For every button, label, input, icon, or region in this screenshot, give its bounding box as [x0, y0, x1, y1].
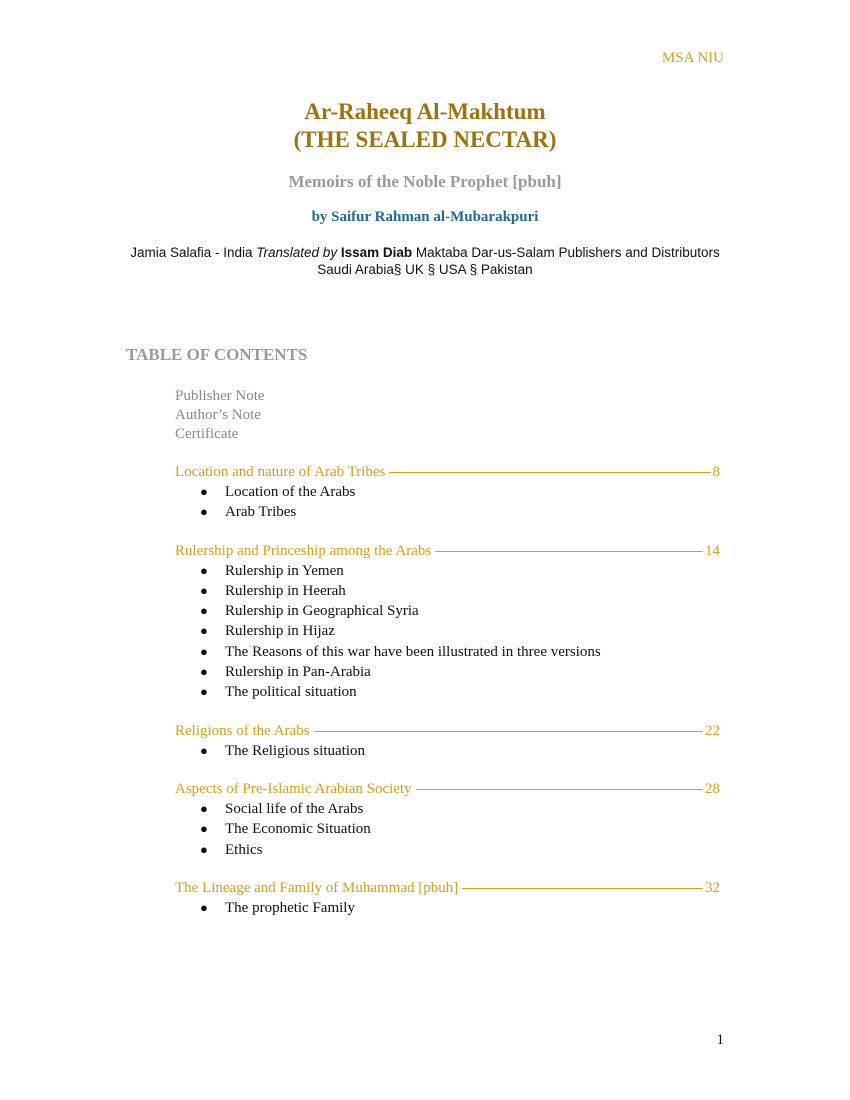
toc-subitems — [175, 741, 720, 761]
bullet-icon: ● — [200, 821, 208, 837]
toc-heading: TABLE OF CONTENTS — [126, 345, 308, 364]
toc-subitems — [175, 799, 720, 860]
list-item[interactable] — [175, 601, 720, 621]
list-item[interactable] — [175, 682, 720, 702]
bullet-icon: ● — [200, 742, 208, 758]
list-item[interactable] — [175, 819, 720, 839]
list-item[interactable] — [175, 642, 720, 662]
bullet-icon: ● — [200, 684, 208, 700]
list-item-label: Ethics — [225, 841, 263, 858]
list-item-label: Arab Tribes — [225, 504, 297, 521]
book-author: by Saifur Rahman al-Mubarakpuri — [311, 209, 539, 225]
bullet-icon: ● — [200, 603, 208, 619]
toc-section — [175, 721, 720, 761]
toc-entry-title: Aspects of Pre-Islamic Arabian Society — [175, 780, 412, 797]
list-item-label: Rulership in Geographical Syria — [225, 603, 419, 620]
list-item-label: The Religious situation — [225, 742, 365, 759]
book-title-english: (THE SEALED NECTAR) — [293, 127, 557, 152]
book-title: Ar-Raheeq Al-Makhtum — [304, 99, 546, 124]
toc-entry-title: Location and nature of Arab Tribes — [175, 464, 386, 480]
list-item[interactable] — [175, 898, 720, 918]
list-item[interactable] — [175, 741, 720, 761]
toc-entry-page: 32 — [705, 879, 720, 896]
toc-entry-page: 8 — [712, 464, 720, 480]
header-label: MSA NIU — [661, 50, 724, 66]
publisher-part1: Jamia Salafia - India — [130, 245, 257, 260]
list-item-label: Rulership in Heerah — [225, 582, 346, 599]
bullet-icon: ● — [200, 664, 208, 680]
toc-section — [175, 541, 720, 703]
list-item[interactable] — [175, 581, 720, 601]
toc-entry-page: 14 — [705, 542, 720, 559]
list-item[interactable] — [175, 561, 720, 581]
list-item-label: Social life of the Arabs — [225, 800, 364, 817]
bullet-icon: ● — [200, 623, 208, 639]
toc-entry[interactable] — [175, 541, 720, 561]
page-number: 1 — [716, 1032, 724, 1048]
bullet-icon: ● — [200, 504, 208, 520]
book-subtitle: Memoirs of the Noble Prophet [pbuh] — [288, 172, 562, 191]
toc-leader-line — [314, 731, 703, 732]
publisher-part2: Maktaba Dar-us-Salam Publishers and Distributors Saudi Arabia§ UK § USA § Pakistan — [317, 245, 720, 277]
toc-leader-line — [435, 551, 703, 552]
toc-leader-line — [416, 789, 703, 790]
toc-subitems — [175, 482, 720, 523]
toc-subitems — [175, 561, 720, 703]
list-item-label: The Economic Situation — [225, 821, 371, 838]
bullet-icon: ● — [200, 841, 208, 857]
list-item-label: Rulership in Yemen — [225, 562, 344, 579]
bullet-icon: ● — [200, 899, 208, 915]
front-matter-item[interactable]: Author’s Note — [175, 407, 261, 423]
toc-entry[interactable] — [175, 878, 720, 898]
front-matter-item[interactable]: Certificate — [175, 426, 239, 442]
title-block — [0, 98, 850, 278]
toc-section — [175, 779, 720, 860]
translated-by-label: Translated by — [256, 245, 338, 260]
front-matter-item[interactable]: Publisher Note — [175, 388, 265, 404]
list-item-label: The prophetic Family — [225, 899, 355, 916]
bullet-icon: ● — [200, 582, 208, 598]
front-matter-list — [175, 387, 265, 444]
toc-entry-title: Religions of the Arabs — [175, 722, 310, 739]
toc-entry-page: 22 — [705, 722, 720, 739]
list-item-label: The Reasons of this war have been illustrated in three versions — [225, 643, 601, 660]
bullet-icon: ● — [200, 562, 208, 578]
toc-subitems — [175, 898, 720, 918]
bullet-icon: ● — [200, 484, 208, 499]
list-item[interactable] — [175, 662, 720, 682]
toc-section — [175, 462, 720, 523]
translator-name: Issam Diab — [340, 245, 413, 260]
toc-entry-page: 28 — [705, 780, 720, 797]
toc-entry[interactable] — [175, 462, 720, 482]
list-item[interactable] — [175, 502, 720, 522]
bullet-icon: ● — [200, 800, 208, 816]
toc-entry-title: The Lineage and Family of Muhammad [pbuh] — [175, 879, 459, 896]
list-item-label: Rulership in Hijaz — [225, 623, 335, 640]
list-item-label: Rulership in Pan-Arabia — [225, 664, 371, 681]
toc-entry[interactable] — [175, 721, 720, 741]
toc-entry[interactable] — [175, 779, 720, 799]
list-item[interactable] — [175, 482, 720, 502]
toc-section — [175, 878, 720, 918]
list-item-label: The political situation — [225, 684, 357, 701]
toc-leader-line — [462, 888, 703, 889]
list-item[interactable] — [175, 621, 720, 641]
toc-entry-title: Rulership and Princeship among the Arabs — [175, 542, 432, 559]
publisher-info — [125, 244, 725, 278]
bullet-icon: ● — [200, 643, 208, 659]
toc-leader-line — [389, 472, 710, 473]
list-item-label: Location of the Arabs — [225, 484, 356, 500]
list-item[interactable] — [175, 840, 720, 860]
list-item[interactable] — [175, 799, 720, 819]
toc-sections — [175, 462, 720, 936]
